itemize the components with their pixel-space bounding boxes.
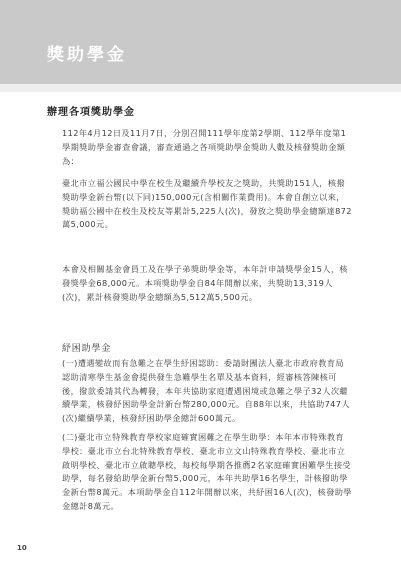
- header-divider: [0, 84, 401, 92]
- paragraph-emergency-relief: (一)遭遇變故而有急難之在學生紓困認助：委請財團法人臺北市政府教育局認助清寒學生基金會提供發生急難學生名單及基本資料，經審核答陳核可後，撥款委請其代為轉發，本年共協助家庭遭遇困境或急難之學子32人次繼續學業，核發紓困助學金計新台幣280,000元。自88年以來，共協助747人(次)繼續學業，核發紓困助學金總計600萬元。: [62, 358, 350, 424]
- paragraph-employee-aid: 本會及相關基金會員工及在學子弟獎助學金等，本年計申請獎學金15人，核發獎學金68,000元。本項獎助學金自84年開辦以來，共獎助13,319人(次)，累計核發獎助學金總額為5,512萬5,500元。: [62, 264, 349, 302]
- intro-paragraph: 112年4月12日及11月7日，分別召開111學年度第2學期、112學年度第1學期獎助學金審查會議，審查通過之各項獎助學金獎助人數及核發獎助金額為：: [62, 128, 347, 166]
- section-title: 辦理各項獎助學金: [47, 107, 135, 118]
- sub-heading-relief: 紓困助學金: [62, 344, 112, 354]
- header-band: [0, 0, 401, 84]
- paragraph-school-aid: 臺北市立福公國民中學在校生及繼續升學校友之獎助，共獎助151人，核撥獎助學金新台幣(以下同)150,000元(含相關作業費用)。本會自創立以來，獎助福公國中在校生及校友等累計5,225人(次)，發放之獎助學金總額達872萬5,000元。: [62, 178, 352, 230]
- paragraph-special-ed-aid: (二)臺北市立特殊教育學校家庭確實困難之在學生助學：本年本市特殊教育學校：臺北市立台北特殊教育學校、臺北市立文山特殊教育學校、臺北市立啟明學校、臺北市立啟聰學校，每校每學期各推薦2名家庭確實困難學生接受助學，每名發給助學金新台幣5,000元，本年共助學16名學生，計核撥助學金新台幣8萬元。本項助學金自112年開辦以來，共紓困16人(次)，核發助學金總計8萬元。: [62, 432, 352, 511]
- page-number: 10: [17, 544, 27, 552]
- page-title: 獎助學金: [47, 45, 127, 65]
